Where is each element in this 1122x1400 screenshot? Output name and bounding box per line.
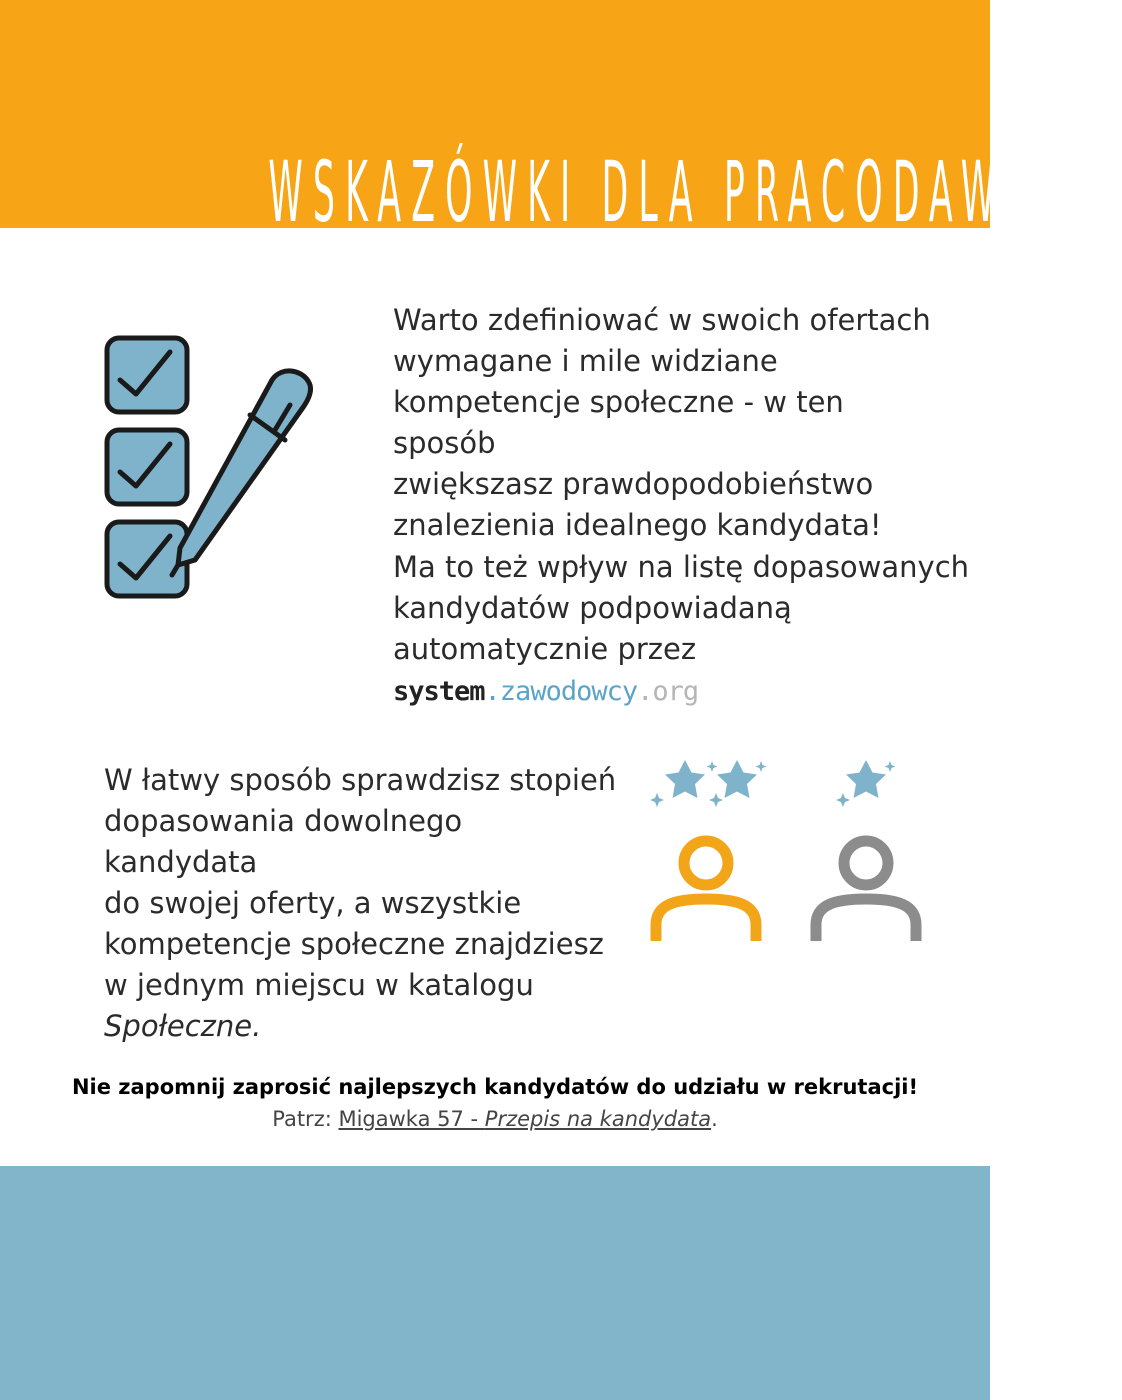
rated-candidates-icon bbox=[640, 755, 930, 955]
sparkle-icon bbox=[885, 761, 896, 772]
matching-paragraph bbox=[393, 547, 973, 712]
checklist-with-pen-icon bbox=[100, 330, 320, 600]
reference-link[interactable] bbox=[338, 1107, 711, 1131]
logo-part-zawodowcy: .zawodowcy bbox=[484, 676, 638, 707]
star-icon bbox=[717, 760, 757, 798]
sparkle-icon bbox=[756, 761, 767, 772]
intro-line: znalezienia idealnego kandydata! bbox=[393, 508, 882, 542]
matching-line: kandydatów podpowiadaną bbox=[393, 591, 792, 625]
catalog-line: W łatwy sposób sprawdzisz stopień bbox=[104, 763, 617, 797]
sparkle-icon bbox=[650, 793, 664, 807]
matching-line: automatycznie przez bbox=[393, 632, 697, 666]
sparkle-icon bbox=[709, 793, 723, 807]
catalog-paragraph bbox=[104, 760, 624, 1047]
header bbox=[0, 0, 1122, 241]
star-icon bbox=[846, 760, 886, 798]
sparkle-icon bbox=[836, 793, 850, 807]
star-icon bbox=[665, 760, 705, 798]
candidate-gray-icon bbox=[816, 841, 916, 941]
star-icons bbox=[650, 760, 896, 807]
sparkle-icon bbox=[707, 761, 718, 772]
catalog-line: kompetencje społeczne znajdziesz bbox=[104, 927, 604, 961]
reminder-note bbox=[0, 1071, 990, 1135]
catalog-line: dopasowania dowolnego kandydata bbox=[104, 804, 463, 879]
reference-suffix: . bbox=[711, 1107, 718, 1131]
matching-line: Ma to też wpływ na listę dopasowanych bbox=[393, 550, 970, 584]
footer-band bbox=[0, 1166, 990, 1400]
intro-paragraph bbox=[393, 300, 953, 546]
reminder-text: Nie zapomnij zaprosić najlepszych kandydatów do udziału w rekrutacji! bbox=[71, 1075, 919, 1099]
reference-line bbox=[0, 1103, 990, 1135]
intro-line: Warto zdefiniować w swoich ofertach bbox=[393, 303, 931, 337]
catalog-name: Społeczne. bbox=[104, 1009, 262, 1043]
catalog-line: w jednym miejscu w katalogu bbox=[104, 968, 534, 1002]
intro-line: wymagane i mile widziane bbox=[393, 344, 778, 378]
logo-part-system: system bbox=[393, 676, 485, 707]
candidate-orange-icon bbox=[656, 841, 756, 941]
reference-prefix: Patrz: bbox=[272, 1107, 339, 1131]
catalog-line: do swojej oferty, a wszystkie bbox=[104, 886, 522, 920]
intro-line: kompetencje społeczne - w ten sposób bbox=[393, 385, 844, 460]
logo-part-org: .org bbox=[637, 676, 699, 707]
system-zawodowcy-logo bbox=[393, 671, 698, 712]
reference-link-italic: Przepis na kandydata bbox=[484, 1107, 712, 1131]
reference-link-text: Migawka 57 - bbox=[338, 1107, 485, 1131]
intro-line: zwiększasz prawdopodobieństwo bbox=[393, 467, 874, 501]
page-title: WSKAZÓWKI DLA PRACODAWCÓW bbox=[268, 143, 1122, 241]
